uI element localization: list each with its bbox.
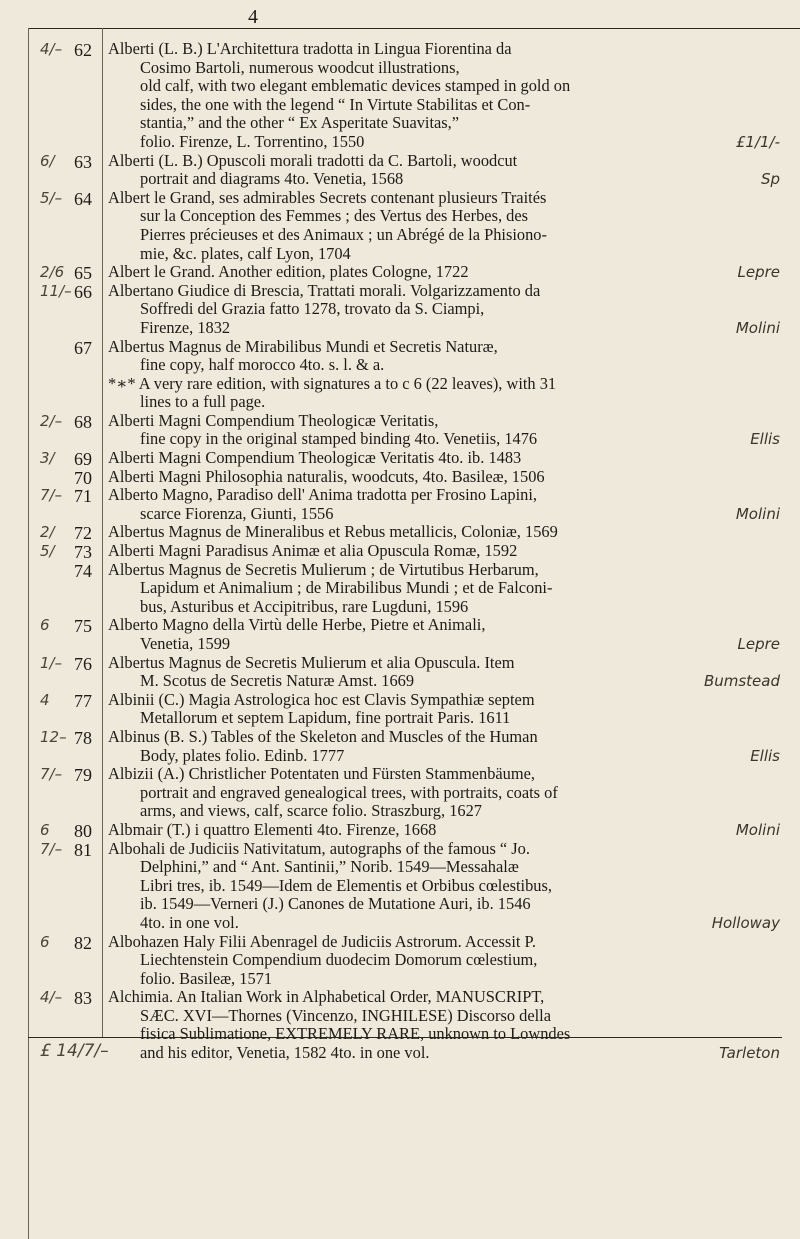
entry-line: folio. Firenze, L. Torrentino, 1550	[140, 131, 365, 151]
entry-line: Delphini,” and “ Ant. Santinii,” Norib. 1549—Messahalæ	[140, 857, 519, 877]
entry-line: Alberto Magno della Virtù delle Herbe, Pietre et Animali,	[108, 615, 486, 635]
entry-line: Alberto Magno, Paradiso dell' Anima tradotta per Frosino Lapini,	[108, 485, 538, 505]
entry-line: and his editor, Venetia, 1582 4to. in one vol.	[140, 1043, 430, 1063]
entry-line: Soffredi del Grazia fatto 1278, trovato da S. Ciampi,	[140, 299, 485, 319]
entry-text	[108, 728, 728, 765]
entry-line: Albertus Magnus de Secretis Mulierum et alia Opuscula. Item	[108, 652, 515, 672]
catalogue-entry	[0, 263, 800, 282]
entry-line: Metallorum et septem Lapidum, fine portrait Paris. 1611	[140, 708, 511, 728]
note-line: lines to a full page.	[140, 392, 266, 412]
entry-text	[108, 152, 728, 189]
entry-line: Alchimia. An Italian Work in Alphabetical Order, MANUSCRIPT,	[108, 987, 545, 1007]
pencil-price: 1/–	[40, 653, 63, 672]
entry-line: Albert le Grand. Another edition, plates Cologne, 1722	[108, 262, 469, 282]
entry-line: Albinii (C.) Magia Astrologica hoc est Clavis Sympathiæ septem	[108, 689, 535, 709]
entry-text	[108, 412, 728, 449]
entry-text	[108, 616, 728, 653]
buyer-annotation: Bumstead	[703, 672, 780, 691]
catalogue-entry	[0, 765, 800, 821]
catalogue-entry	[0, 728, 800, 765]
lot-number: 71	[74, 486, 92, 507]
pencil-price: 7/–	[40, 765, 63, 784]
buyer-annotation: Lepre	[737, 635, 780, 653]
buyer-annotation: Sp	[760, 170, 780, 189]
entry-line: mie, &c. plates, calf Lyon, 1704	[140, 243, 351, 263]
catalogue-entry	[0, 189, 800, 263]
buyer-annotation: Tarleton	[719, 1044, 780, 1063]
entry-line: folio. Basileæ, 1571	[140, 968, 273, 988]
entry-line: Albohali de Judiciis Nativitatum, autographs of the famous “ Jo.	[108, 838, 530, 858]
lot-number: 63	[74, 151, 92, 172]
lot-number: 79	[74, 765, 92, 786]
entry-line: Alberti (L. B.) Opuscoli morali tradotti da C. Bartoli, woodcut	[108, 150, 518, 170]
catalogue-entries	[0, 40, 800, 1063]
lot-number: 65	[74, 263, 92, 284]
entry-line: Liechtenstein Compendium duodecim Domorum cœlestium,	[140, 950, 538, 970]
catalogue-entry	[0, 691, 800, 728]
entry-text	[108, 486, 728, 523]
lot-number: 75	[74, 616, 92, 637]
pencil-price: 7/–	[40, 486, 63, 505]
lot-number: 66	[74, 281, 92, 302]
buyer-annotation: Ellis	[750, 746, 780, 765]
pencil-price: 11/–	[40, 281, 72, 300]
lot-number: 67	[74, 337, 92, 358]
lot-number: 73	[74, 542, 92, 563]
catalogue-entry	[0, 152, 800, 189]
entry-text	[108, 691, 728, 728]
entry-text	[108, 263, 728, 282]
entry-line: Albmair (T.) i quattro Elementi 4to. Firenze, 1668	[108, 819, 437, 839]
entry-text	[108, 933, 728, 989]
entry-line: Albertus Magnus de Mirabilibus Mundi et Secretis Naturæ,	[108, 336, 498, 356]
catalogue-entry	[0, 523, 800, 542]
lot-number: 72	[74, 523, 92, 544]
buyer-annotation: Molini	[735, 820, 780, 839]
page-number: 4	[248, 6, 258, 28]
catalogue-entry	[0, 486, 800, 523]
entry-line: Alberti Magni Compendium Theologicæ Veritatis,	[108, 410, 439, 430]
catalogue-entry	[0, 282, 800, 338]
entry-line: arms, and views, calf, scarce folio. Straszburg, 1627	[140, 801, 482, 821]
catalogue-entry	[0, 468, 800, 487]
lot-number: 68	[74, 411, 92, 432]
lot-number: 81	[74, 839, 92, 860]
catalogue-entry	[0, 449, 800, 468]
entry-text	[108, 523, 728, 542]
entry-line: sur la Conception des Femmes ; des Vertus des Herbes, des	[140, 206, 528, 226]
lot-number: 77	[74, 690, 92, 711]
entry-line: old calf, with two elegant emblematic devices stamped in gold on	[140, 76, 571, 96]
lot-number: 82	[74, 932, 92, 953]
entry-text	[108, 449, 728, 468]
entry-line: SÆC. XVI—Thornes (Vincenzo, INGHILESE) Discorso della	[140, 1005, 551, 1025]
entry-line: Albertano Giudice di Brescia, Trattati morali. Volgarizzamento da	[108, 280, 541, 300]
bibliographic-note	[108, 375, 728, 412]
lot-number: 78	[74, 727, 92, 748]
bottom-rule	[28, 1037, 782, 1038]
entry-text	[108, 821, 728, 840]
entry-line: Pierres précieuses et des Animaux ; un Abrégé de la Phisiono-	[140, 224, 547, 244]
entry-line: Albert le Grand, ses admirables Secrets contenant plusieurs Traités	[108, 187, 547, 207]
entry-line: Albinus (B. S.) Tables of the Skeleton and Muscles of the Human	[108, 726, 538, 746]
catalogue-entry	[0, 561, 800, 617]
catalogue-entry	[0, 542, 800, 561]
buyer-annotation: Molini	[735, 318, 780, 337]
top-rule	[28, 28, 800, 29]
buyer-annotation: Molini	[735, 504, 780, 523]
buyer-annotation: Lepre	[737, 263, 780, 282]
entry-line: fine copy in the original stamped binding 4to. Venetiis, 1476	[140, 429, 538, 449]
entry-text	[108, 338, 728, 375]
lot-number: 80	[74, 820, 92, 841]
entry-text	[108, 654, 728, 691]
entry-text	[108, 765, 728, 821]
buyer-annotation: Ellis	[750, 430, 780, 449]
catalogue-entry	[0, 40, 800, 152]
pencil-price: 3/	[40, 449, 55, 468]
entry-line: Libri tres, ib. 1549—Idem de Elementis et Orbibus cœlestibus,	[140, 875, 552, 895]
pencil-price: 4/–	[40, 40, 63, 58]
catalogue-entry	[0, 338, 800, 375]
buyer-annotation: Holloway	[711, 913, 780, 932]
pencil-price: 6	[40, 820, 50, 839]
lot-number: 76	[74, 653, 92, 674]
entry-text	[108, 840, 728, 933]
entry-line: Alberti Magni Compendium Theologicæ Veritatis 4to. ib. 1483	[108, 448, 522, 468]
entry-line: Alberti Magni Philosophia naturalis, woodcuts, 4to. Basileæ, 1506	[108, 466, 545, 486]
pencil-price: 12–	[40, 727, 67, 746]
catalogue-entry	[0, 988, 800, 1062]
catalogue-entry	[0, 412, 800, 449]
catalogue-entry	[0, 840, 800, 933]
entry-text	[108, 988, 728, 1062]
catalogue-entry	[0, 616, 800, 653]
pencil-price: 4	[40, 690, 50, 709]
entry-line: sides, the one with the legend “ In Virtute Stabilitas et Con-	[140, 94, 531, 114]
catalogue-entry	[0, 821, 800, 840]
pencil-price: 6	[40, 616, 50, 635]
lot-number: 62	[74, 40, 92, 60]
entry-line: Alberti (L. B.) L'Architettura tradotta in Lingua Fiorentina da	[108, 39, 512, 58]
pencil-price: 2/	[40, 523, 55, 542]
entry-line: Albertus Magnus de Secretis Mulierum ; de Virtutibus Herbarum,	[108, 559, 539, 579]
entry-line: Firenze, 1832	[140, 317, 231, 337]
entry-line: Albertus Magnus de Mineralibus et Rebus metallicis, Coloniæ, 1569	[108, 522, 558, 542]
entry-text	[108, 40, 728, 152]
entry-line: Albizii (A.) Christlicher Potentaten und Fürsten Stammenbäume,	[108, 764, 535, 784]
lot-number: 70	[74, 467, 92, 488]
entry-line: stantia,” and the other “ Ex Asperitate Suavitas,”	[140, 113, 460, 133]
entry-line: portrait and diagrams 4to. Venetia, 1568	[140, 169, 404, 189]
entry-line: scarce Fiorenza, Giunti, 1556	[140, 503, 334, 523]
pencil-total: £ 14/7/–	[40, 1041, 109, 1061]
pencil-price: 6/	[40, 151, 55, 170]
pencil-price: 5/	[40, 542, 55, 561]
note-line: *∗* A very rare edition, with signatures a to c 6 (22 leaves), with 31	[108, 373, 557, 393]
pencil-price: 2/6	[40, 263, 65, 282]
entry-line: M. Scotus de Secretis Naturæ Amst. 1669	[140, 671, 415, 691]
pencil-price: 2/–	[40, 411, 63, 430]
entry-line: Body, plates folio. Edinb. 1777	[140, 745, 345, 765]
lot-number: 64	[74, 188, 92, 209]
lot-number: 74	[74, 560, 92, 581]
entry-line: bus, Asturibus et Accipitribus, rare Lugduni, 1596	[140, 596, 469, 616]
entry-text	[108, 468, 728, 487]
entry-text	[108, 561, 728, 617]
pencil-price: 5/–	[40, 188, 63, 207]
catalogue-entry	[0, 654, 800, 691]
buyer-annotation: £1/1/-	[735, 133, 780, 151]
entry-text	[108, 282, 728, 338]
entry-text	[108, 189, 728, 263]
entry-line: fisica Sublimatione, EXTREMELY RARE, unknown to Lowndes	[140, 1024, 571, 1044]
entry-line: fine copy, half morocco 4to. s. l. & a.	[140, 355, 385, 375]
entry-line: Venetia, 1599	[140, 634, 231, 653]
entry-line: Lapidum et Animalium ; de Mirabilibus Mundi ; et de Falconi-	[140, 578, 553, 598]
lot-number: 69	[74, 449, 92, 470]
entry-line: Alberti Magni Paradisus Animæ et alia Opuscula Romæ, 1592	[108, 541, 518, 561]
catalogue-entry	[0, 933, 800, 989]
lot-number: 83	[74, 988, 92, 1009]
entry-line: portrait and engraved genealogical trees, with portraits, coats of	[140, 782, 558, 802]
pencil-price: 4/–	[40, 988, 63, 1007]
entry-line: Cosimo Bartoli, numerous woodcut illustrations,	[140, 57, 460, 77]
entry-text	[108, 542, 728, 561]
entry-line: Albohazen Haly Filii Abenragel de Judiciis Astrorum. Accessit P.	[108, 931, 536, 951]
pencil-price: 6	[40, 932, 50, 951]
entry-line: ib. 1549—Verneri (J.) Canones de Mutatione Auri, ib. 1546	[140, 894, 531, 914]
entry-line: 4to. in one vol.	[140, 912, 239, 932]
pencil-price: 7/–	[40, 839, 63, 858]
